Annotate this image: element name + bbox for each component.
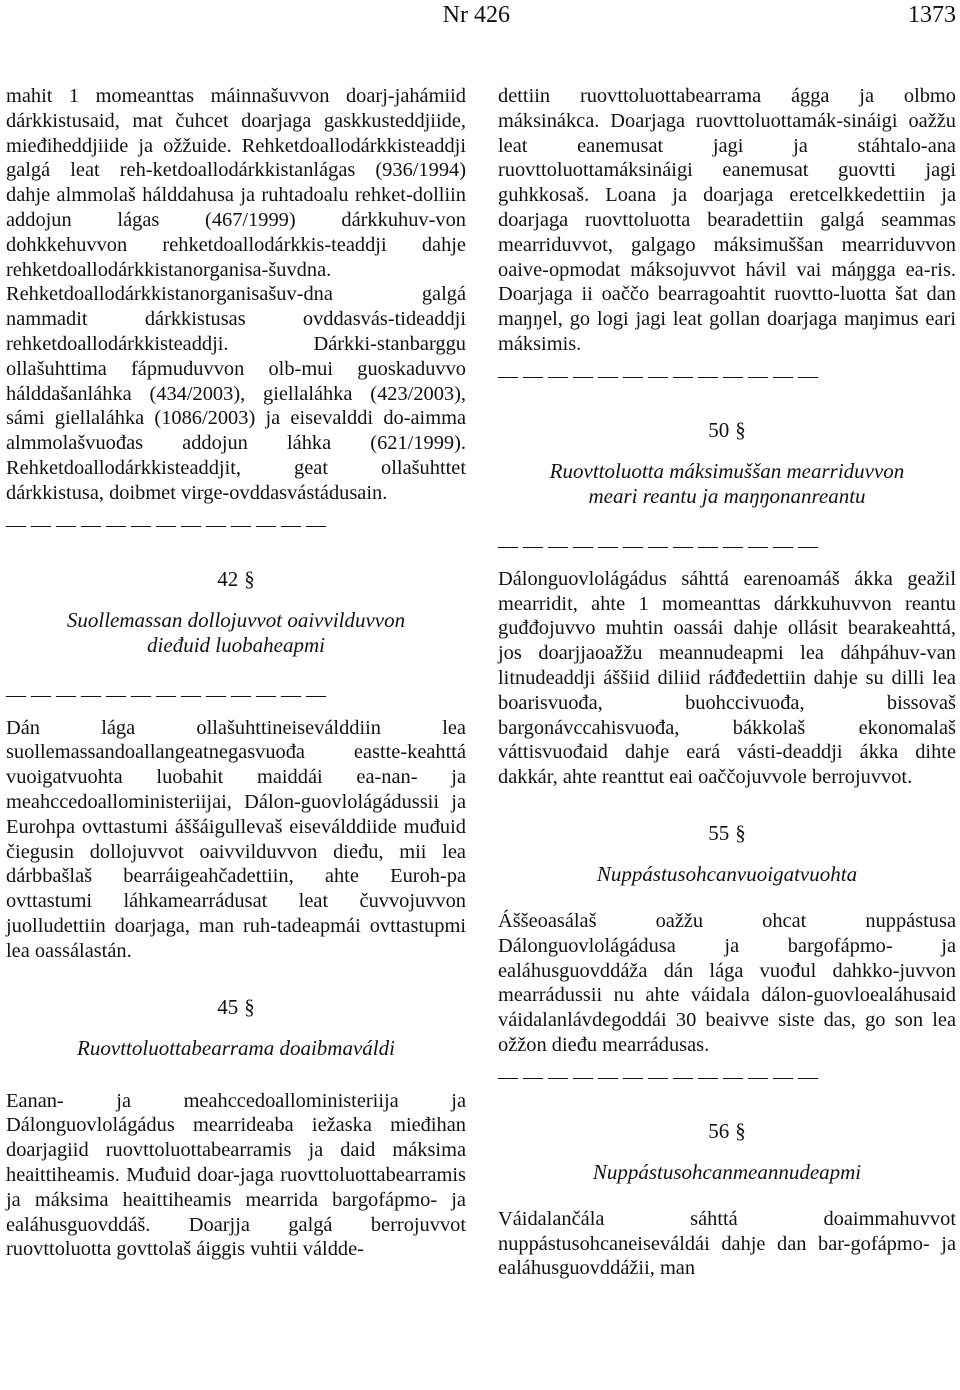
issue-number: Nr 426 — [442, 2, 510, 28]
section-number: 42 — [217, 566, 239, 591]
section-title: Nuppástusohcanmeannudeapmi — [592, 1159, 862, 1184]
page-number: 1373 — [908, 2, 956, 28]
paragraph: Váidalančála sáhttá doaimmahuvvot nuppástusohcaneiseváldái dahje dan bar-gofápmo- ja ealáhusguovddážii, man — [498, 1207, 956, 1280]
separator-line: — — — — — — — — — — — — — — [6, 513, 326, 536]
right-column — [498, 84, 956, 1281]
paragraph: Dán lága ollašuhttineiseválddiin lea suollemassandoallangeatnegasvuođa eastte-keahttá vuoigatvuohta luobahit maiddái ea-nan- ja meahccedoalloministeriijai, Dálon-guovlolágádussii ja Eurohpa ovttastumi áššáigullevaš eiseválddiide muđuid čiegusin dollojuvvot oaivvilduvvon dieđu, mii lea dárbbašlaš bearráigeahčadettiin, ahte Euroh-pa ovttastumi láhkamearrádusat leat čuvvojuvvon juolludettiin doarjaga, man ruh-tadeapmái ovttastupmi lea oassálastán. — [6, 716, 466, 962]
section-number: 45 — [217, 994, 239, 1019]
section-title-line: meari reantu ja maŋŋonanreantu — [588, 483, 866, 508]
section-heading-45 — [6, 992, 466, 1022]
section-symbol: § — [735, 417, 746, 442]
section-heading-56 — [498, 1116, 956, 1146]
section-heading-55 — [498, 818, 956, 848]
separator-line: — — — — — — — — — — — — — — [498, 534, 818, 557]
section-number: 55 — [708, 820, 730, 845]
section-title-line: dieđuid luobaheapmi — [147, 632, 325, 657]
section-title-line: Suollemassan dollojuvvot oaivvilduvvon — [66, 607, 406, 632]
section-number: 56 — [708, 1118, 730, 1143]
paragraph: dettiin ruovttoluottabearrama ágga ja olbmo máksinákca. Doarjaga ruovttoluottamák-sináigi oažžu leat eanemusat jagi ja stáhtalo-ana ruovttoluottamáksináigi eanemusat guovtti jagi guhkkosaš. Loana ja doarjaga eretcelkkedettiin ja doarjaga ruovttoluotta bearadettiin galgá seammas mearriduvvot, galgago máksimuššan mearriduvvon oaive-opmodat máksojuvvot hávil vai máŋgga ea-ris. Doarjaga ii oaččo bearragoahtit ruovtto-luotta šat dan maŋŋel, go logi jagi leat gollan doarjaga maŋimus eari máksimis. — [498, 85, 956, 355]
section-heading-50 — [498, 415, 956, 445]
section-title: Ruovttoluottabearrama doaibmaváldi — [77, 1035, 395, 1060]
section-title-line: Ruovttoluotta máksimuššan mearriduvvon — [549, 458, 905, 483]
separator-line: — — — — — — — — — — — — — — [498, 1065, 818, 1088]
paragraph: Eanan- ja meahccedoalloministeriija ja Dálonguovlolágádus mearrideaba iežaska mieđihan doarjagiid ruovttoluottabearramis ja daid máksima heaittiheamis. Muđuid doar-jaga ruovttoluottabearramis ja máksima heaittiheamis mearrida bargofápmo- ja ealáhusguovddáš. Doarjja galgá berrojuvvot ruovttoluotta govttolaš áiggis vuhtii váldde- — [6, 1089, 466, 1261]
section-symbol: § — [735, 1118, 746, 1143]
section-symbol: § — [244, 566, 255, 591]
page-header — [0, 0, 960, 30]
separator-line: — — — — — — — — — — — — — — [6, 683, 326, 706]
section-title — [498, 459, 956, 509]
paragraph: Dálonguovlolágádus sáhttá earenoamáš ákka geažil mearridit, ahte 1 momeanttas dárkkuhuvvon reantu guđđojuvvo muhtin oassái dahje ollásit bearakeahttá, jos doarjjaoažžu meannudeapmi lea dáhpáhuv-van litnudeaddji áššiid diliid ráđđedettiin dahje su dilli lea boarisvuođa, buohccivuođa, bissovaš bargonávccahisvuođa, bákkolaš ekonomalaš váttisvuođaid dahje eará vásti-deaddji ákka dihte dakkár, ahte reanttut eai oaččojuvvole berrojuvvot. — [498, 567, 956, 789]
left-column — [6, 84, 466, 1262]
section-heading-42 — [6, 564, 466, 594]
section-title — [6, 608, 466, 658]
section-symbol: § — [735, 820, 746, 845]
section-number: 50 — [708, 417, 730, 442]
paragraph: Áššeoasálaš oažžu ohcat nuppástusa Dálonguovlolágádusa ja bargofápmo- ja ealáhusguovddáža dán lága vuođul dahkko-juvvon mearrádussii nu ahte váidala dálon-guovloealáhusaid váidalanlávdegoddái 30 beaivve siste das, go son lea ožžon dieđu mearrádusas. — [498, 909, 956, 1056]
section-symbol: § — [244, 994, 255, 1019]
separator-line: — — — — — — — — — — — — — — [498, 364, 818, 387]
section-title: Nuppástusohcanvuoigatvuohta — [596, 861, 858, 886]
paragraph: mahit 1 momeanttas máinnašuvvon doarj-jahámiid dárkkistusaid, mat čuhcet doarjaga gaskkusteddjiide, mieđiheddjiide ja ožžuide. Rehketdoallodárkkisteaddji galgá leat reh-ketdoallodárkkistanlágas (936/1994) dahje almmolaš hálddahusa ja ruhtadoalu rehket-dolliin addojun lágas (467/1999) dárkkuhuv-von dohkkehuvvon rehketdoallodárkkis-teaddji dahje rehketdoallodárkkistanorganisa-šuvdna. Rehketdoallodárkkistanorganisašuv-dna galgá nammadit dárkkistusas ovddasvás-tideaddji rehketdoallodárkkisteaddji. Dárkki-stanbarggu ollašuhttima fápmuduvvon olb-mui guoskaduvvo hálddašanláhka (434/2003), giellaláhka (423/2003), sámi giellaláhka (1086/2003) ja eisevalddi do-aimma almmolašvuođas addojun láhka (621/1999). Rehketdoallodárkkisteaddjit, geat ollašuhttet dárkkistusa, doibmet virge-ovddasvástádusain. — [6, 85, 466, 504]
